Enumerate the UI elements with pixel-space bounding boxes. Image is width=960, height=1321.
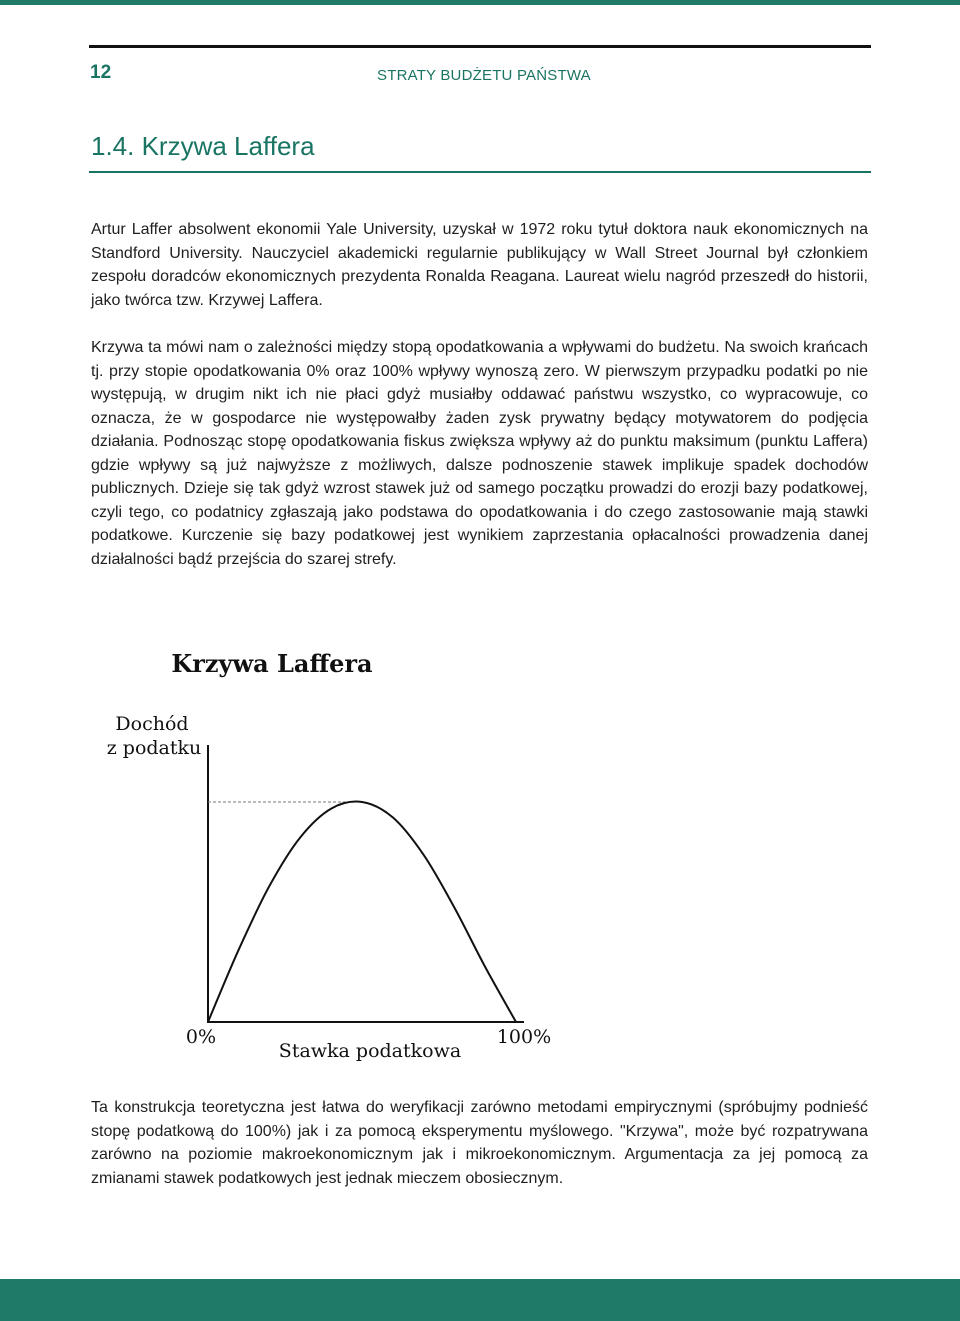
y-axis-label-line-1: Dochód <box>115 713 189 735</box>
laffer-chart <box>100 630 552 1070</box>
chart-title: Krzywa Laffera <box>171 649 373 678</box>
page-number: 12 <box>90 62 112 83</box>
top-accent-bar <box>0 0 960 5</box>
header-rule <box>89 45 871 48</box>
laffer-curve <box>208 802 516 1022</box>
x-tick-label-100: 100% <box>496 1026 552 1048</box>
running-head: STRATY BUDŻETU PAŃSTWA <box>377 67 591 84</box>
y-axis-label-line-2: z podatku <box>106 737 202 759</box>
section-title: 1.4. Krzywa Laffera <box>91 131 315 161</box>
paragraph-2: Krzywa ta mówi nam o zależności między stopą opodatkowania a wpływami do budżetu. Na swoich krańcach tj. przy stopie opodatkowania 0% oraz 100% wpływy wynoszą zero. W pierwszym przypadku podatki po nie występują, w drugim nikt ich nie płaci gdyż musiałby oddawać państwu wszystko, co wypracowuje, co oznacza, że w gospodarce nie występowałby żaden zysk prywatny będący motywatorem do podjęcia działania. Podnosząc stopę opodatkowania fiskus zwiększa wpływy aż do punktu maksimum (punktu Laffera) gdzie wpływy są już najwyższe z możliwych, dalsze podnoszenie stawek implikuje spadek dochodów publicznych. Dzieje się tak gdyż wzrost stawek już od samego początku prowadzi do erozji bazy podatkowej, czyli tego, co podatnicy zgłaszają jako podstawa do opodatkowania i do czego zastosowanie mają stawki podatkowe. Kurczenie się bazy podatkowej jest wynikiem zaprzestania opłacalności prowadzenia danej działalności bądź przejścia do szarej strefy. <box>91 339 868 568</box>
paragraph-3: Ta konstrukcja teoretyczna jest łatwa do weryfikacji zarówno metodami empirycznymi (spróbujmy podnieść stopę podatkową do 100%) jak i za pomocą eksperymentu myślowego. "Krzywa", może być rozpatrywana zarówno na poziomie makroekonomicznym jak i mikroekonomicznym. Argumentacja za jej pomocą za zmianami stawek podatkowych jest jednak mieczem obosiecznym. <box>91 1099 868 1187</box>
bottom-accent-bar <box>0 1279 960 1321</box>
paragraph-1: Artur Laffer absolwent ekonomii Yale University, uzyskał w 1972 roku tytuł doktora nauk ekonomicznych na Standford University. Nauczyciel akademicki regularnie publikujący w Wall Street Journal był członkiem zespołu doradców ekonomicznych prezydenta Ronalda Reagana. Laureat wielu nagród przeszedł do historii, jako twórca tzw. Krzywej Laffera. <box>91 221 868 309</box>
x-tick-label-0: 0% <box>185 1026 217 1048</box>
title-rule <box>89 171 871 173</box>
x-axis-label: Stawka podatkowa <box>278 1040 462 1062</box>
